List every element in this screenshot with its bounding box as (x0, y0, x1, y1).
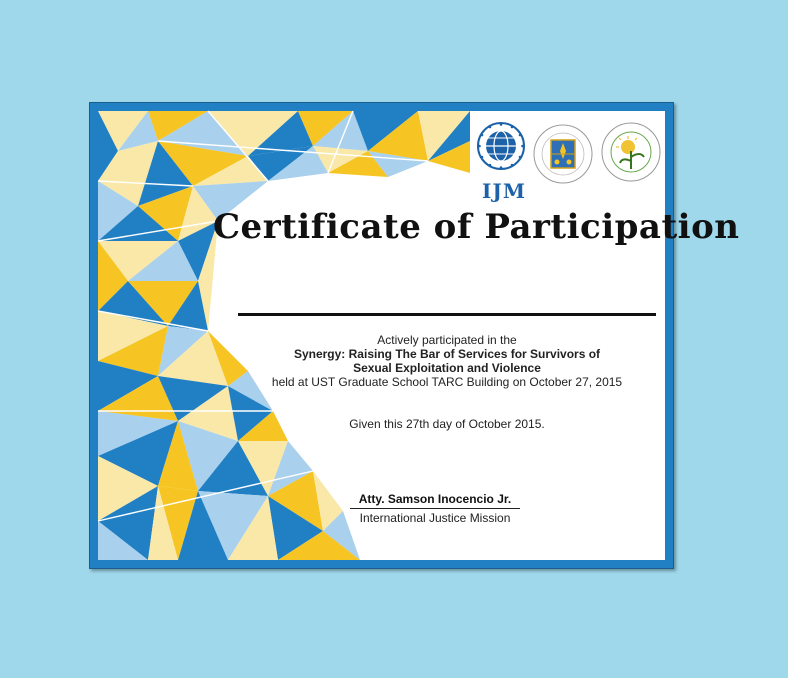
seal-icon (532, 123, 594, 185)
ijm-logo-text: IJM (482, 179, 526, 203)
certificate-body (238, 333, 656, 389)
event-title-line-2: Sexual Exploitation and Violence (353, 361, 541, 375)
seal-icon (600, 121, 662, 183)
participation-text: Actively participated in the (377, 333, 517, 347)
ust-graduate-school-seal (532, 123, 594, 185)
globe-icon (476, 121, 526, 171)
ijm-logo (476, 121, 526, 203)
signature-line (350, 508, 520, 509)
signatory-name: Atty. Samson Inocencio Jr. (358, 492, 512, 506)
certificate-title: Certificate of Participation (213, 207, 740, 247)
event-title-line-1: Synergy: Raising The Bar of Services for Survivors of (293, 347, 601, 361)
given-date-text: Given this 27th day of October 2015. (349, 417, 545, 431)
psychotrauma-clinic-seal (600, 121, 662, 183)
venue-text: held at UST Graduate School TARC Building on October 27, 2015 (271, 375, 623, 389)
certificate-frame (89, 102, 740, 569)
logos-area (472, 121, 662, 201)
certificate-paper (98, 111, 740, 560)
recipient-name-line (238, 313, 656, 316)
signatory-organization: International Justice Mission (359, 511, 511, 525)
